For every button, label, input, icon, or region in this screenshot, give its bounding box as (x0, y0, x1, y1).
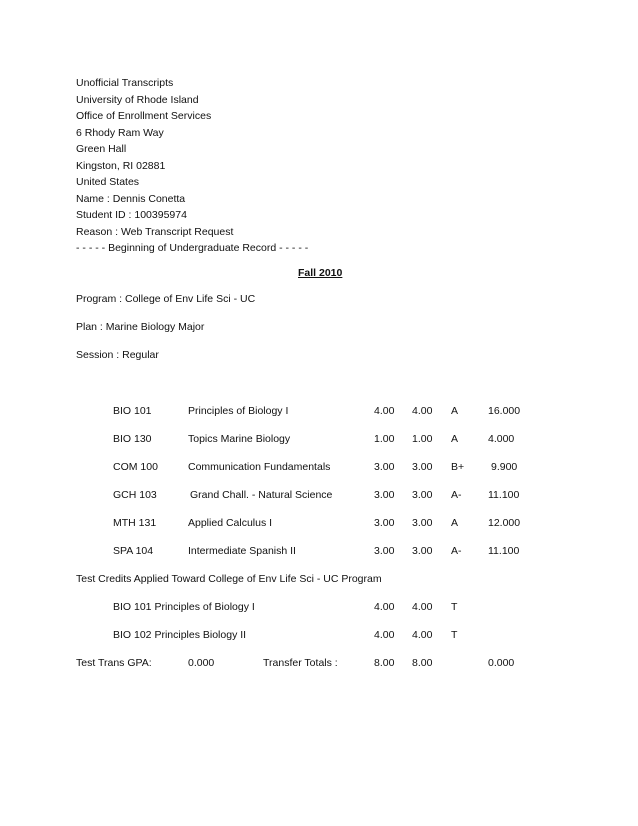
grade-points: 12.000 (488, 517, 521, 529)
course-code: BIO 101 (113, 405, 152, 417)
units-attempted: 3.00 (374, 545, 395, 557)
course-code: COM 100 (113, 461, 158, 473)
course-title: Topics Marine Biology (188, 433, 291, 445)
header-line: United States (76, 176, 140, 188)
test-course: BIO 101 Principles of Biology I (113, 601, 255, 613)
units-earned: 3.00 (412, 489, 433, 501)
units-attempted: 3.00 (374, 489, 395, 501)
units-earned: 4.00 (412, 629, 433, 641)
course-code: BIO 130 (113, 433, 152, 445)
units-earned: 4.00 (412, 601, 433, 613)
header-line: Green Hall (76, 143, 127, 155)
units-attempted: 1.00 (374, 433, 395, 445)
student-name: Name : Dennis Conetta (76, 192, 186, 205)
grade: A (451, 433, 459, 445)
total-earned: 8.00 (412, 657, 433, 669)
units-earned: 3.00 (412, 545, 433, 557)
units-attempted: 3.00 (374, 517, 395, 529)
test-course: BIO 102 Principles Biology II (113, 629, 247, 641)
grade-points: 9.900 (491, 461, 518, 473)
grade: A- (451, 545, 462, 557)
header-line: Office of Enrollment Services (76, 110, 212, 122)
gpa-label: Test Trans GPA: (76, 657, 152, 669)
grade: T (451, 601, 458, 613)
total-attempted: 8.00 (374, 657, 395, 669)
units-earned: 4.00 (412, 405, 433, 417)
test-credits-heading: Test Credits Applied Toward College of Env Life Sci - UC Program (76, 573, 382, 585)
units-attempted: 4.00 (374, 405, 395, 417)
transcript-header (76, 75, 308, 257)
grade: T (451, 629, 458, 641)
program-line: Program : College of Env Life Sci - UC (76, 293, 256, 305)
header-line: 6 Rhody Ram Way (76, 126, 164, 139)
plan-line: Plan : Marine Biology Major (76, 321, 205, 333)
grade-points: 11.100 (488, 489, 520, 501)
course-code: SPA 104 (113, 545, 154, 557)
course-title: Grand Chall. - Natural Science (190, 489, 333, 501)
gpa-value: 0.000 (188, 657, 215, 669)
session-line: Session : Regular (76, 349, 159, 361)
units-earned: 3.00 (412, 517, 433, 529)
header-line: Unofficial Transcripts (76, 77, 174, 89)
grade: A (451, 405, 459, 417)
grade-points: 4.000 (488, 433, 515, 445)
grade-points: 11.100 (488, 545, 520, 557)
course-title: Applied Calculus I (188, 517, 273, 529)
record-divider: - - - - - Beginning of Undergraduate Record - - - - - (76, 242, 309, 254)
request-reason: Reason : Web Transcript Request (76, 225, 234, 238)
course-title: Principles of Biology I (188, 405, 289, 417)
total-points: 0.000 (488, 657, 515, 669)
grade: B+ (451, 461, 465, 473)
term-heading: Fall 2010 (298, 267, 343, 279)
units-earned: 3.00 (412, 461, 433, 473)
course-title: Communication Fundamentals (188, 461, 331, 473)
grade-points: 16.000 (488, 405, 521, 417)
transfer-totals-label: Transfer Totals : (263, 657, 338, 669)
grade: A- (451, 489, 462, 501)
course-code: MTH 131 (113, 517, 157, 529)
units-attempted: 4.00 (374, 629, 395, 641)
units-attempted: 3.00 (374, 461, 395, 473)
units-attempted: 4.00 (374, 601, 395, 613)
student-id: Student ID : 100395974 (76, 209, 187, 221)
units-earned: 1.00 (412, 433, 433, 445)
header-line: Kingston, RI 02881 (76, 159, 166, 172)
header-line: University of Rhode Island (76, 93, 199, 106)
grade: A (451, 517, 459, 529)
course-code: GCH 103 (113, 489, 157, 501)
course-title: Intermediate Spanish II (188, 545, 296, 557)
